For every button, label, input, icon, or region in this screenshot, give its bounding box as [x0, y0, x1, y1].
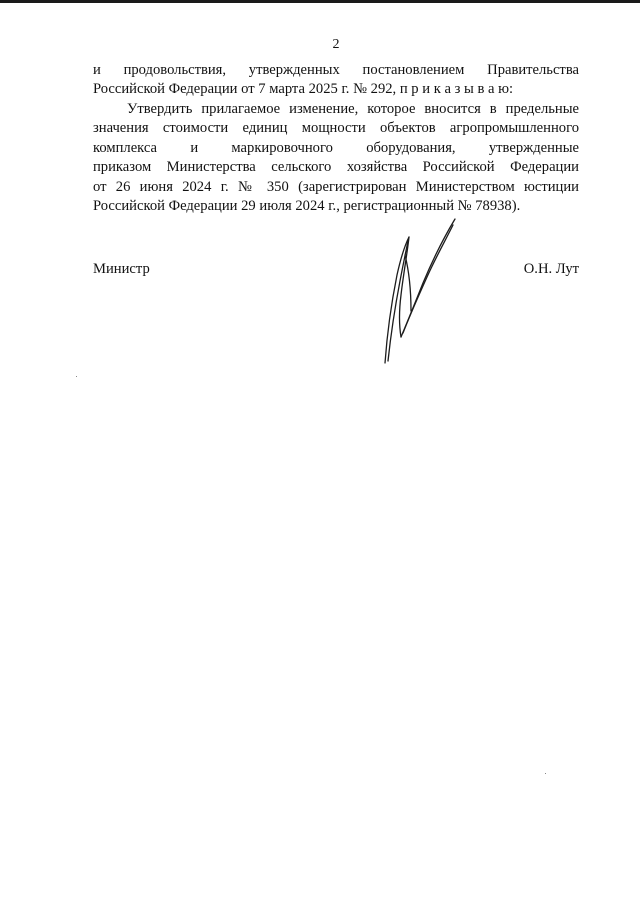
paragraph-2-line: от 26 июня 2024 г. № 350 (зарегистрирован Министерством юстиции — [93, 178, 579, 195]
scan-top-edge — [0, 0, 640, 3]
paragraph-2-line: значения стоимости единиц мощности объектов агропромышленного — [93, 120, 579, 137]
signatory-title: Министр — [93, 261, 150, 277]
page-number: 2 — [332, 37, 340, 52]
paragraph-2 — [93, 100, 579, 216]
paragraph-1-line: и продовольствия, утвержденных постановлением Правительства — [93, 62, 579, 78]
scan-speck — [76, 376, 77, 377]
paragraph-2-line: комплекса и маркировочного оборудования, утвержденные — [93, 139, 579, 156]
scan-speck — [545, 773, 546, 774]
paragraph-2-line: приказом Министерства сельского хозяйства Российской Федерации — [93, 159, 579, 176]
paragraph-1-line: Российской Федерации от 7 марта 2025 г. № 292, п р и к а з ы в а ю: — [93, 81, 514, 98]
handwritten-signature — [375, 215, 465, 365]
signatory-name: О.Н. Лут — [523, 261, 579, 277]
paragraph-2-line: Российской Федерации 29 июля 2024 г., регистрационный № 78938). — [93, 198, 521, 215]
paragraph-2-line: Утвердить прилагаемое изменение, которое вносится в предельные — [127, 101, 579, 117]
paragraph-1 — [93, 61, 579, 100]
